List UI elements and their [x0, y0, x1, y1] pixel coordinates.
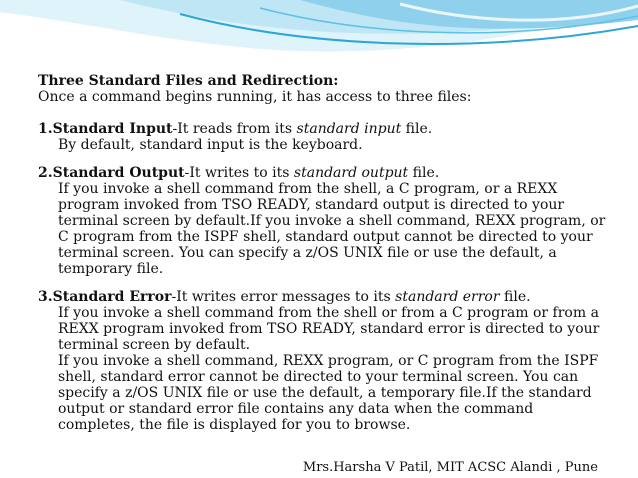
- section-standard-error-text-2: If you invoke a shell command, REXX program, or C program from the ISPF shell, standard error cannot be directed to your terminal screen. You can specify a z/OS UNIX file or use the default, a temporary file.If the standard output or standard error file contains any data when the command completes, the file is displayed for you to browse.: [58, 353, 599, 433]
- section-standard-input-text: By default, standard input is the keyboard.: [58, 137, 363, 153]
- section-standard-error-text-1: If you invoke a shell command from the shell or from a C program or from a REXX program invoked from TSO READY, standard error is directed to your terminal screen by default.: [58, 305, 600, 353]
- slide-heading: Three Standard Files and Redirection:: [38, 73, 339, 89]
- header-swoosh-decoration: [0, 0, 638, 80]
- section-standard-output-text: If you invoke a shell command from the shell, a C program, or a REXX program invoked from TSO READY, standard output is directed to your terminal screen by default.If you invoke a shell command, REXX program, or C program from the ISPF shell, standard output cannot be directed to your terminal screen. You can specify a z/OS UNIX file or use the default, a temporary file.: [58, 181, 606, 277]
- section-standard-output-title: 2.Standard Output-It writes to its standard output file.: [38, 165, 440, 181]
- slide-body: [38, 73, 608, 433]
- section-standard-error-title: 3.Standard Error-It writes error messages to its standard error file.: [38, 289, 531, 305]
- footer-author: Mrs.Harsha V Patil, MIT ACSC Alandi , Pune: [302, 460, 598, 475]
- intro-text: Once a command begins running, it has access to three files:: [38, 89, 472, 105]
- section-standard-input-title: 1.Standard Input-It reads from its standard input file.: [38, 121, 433, 137]
